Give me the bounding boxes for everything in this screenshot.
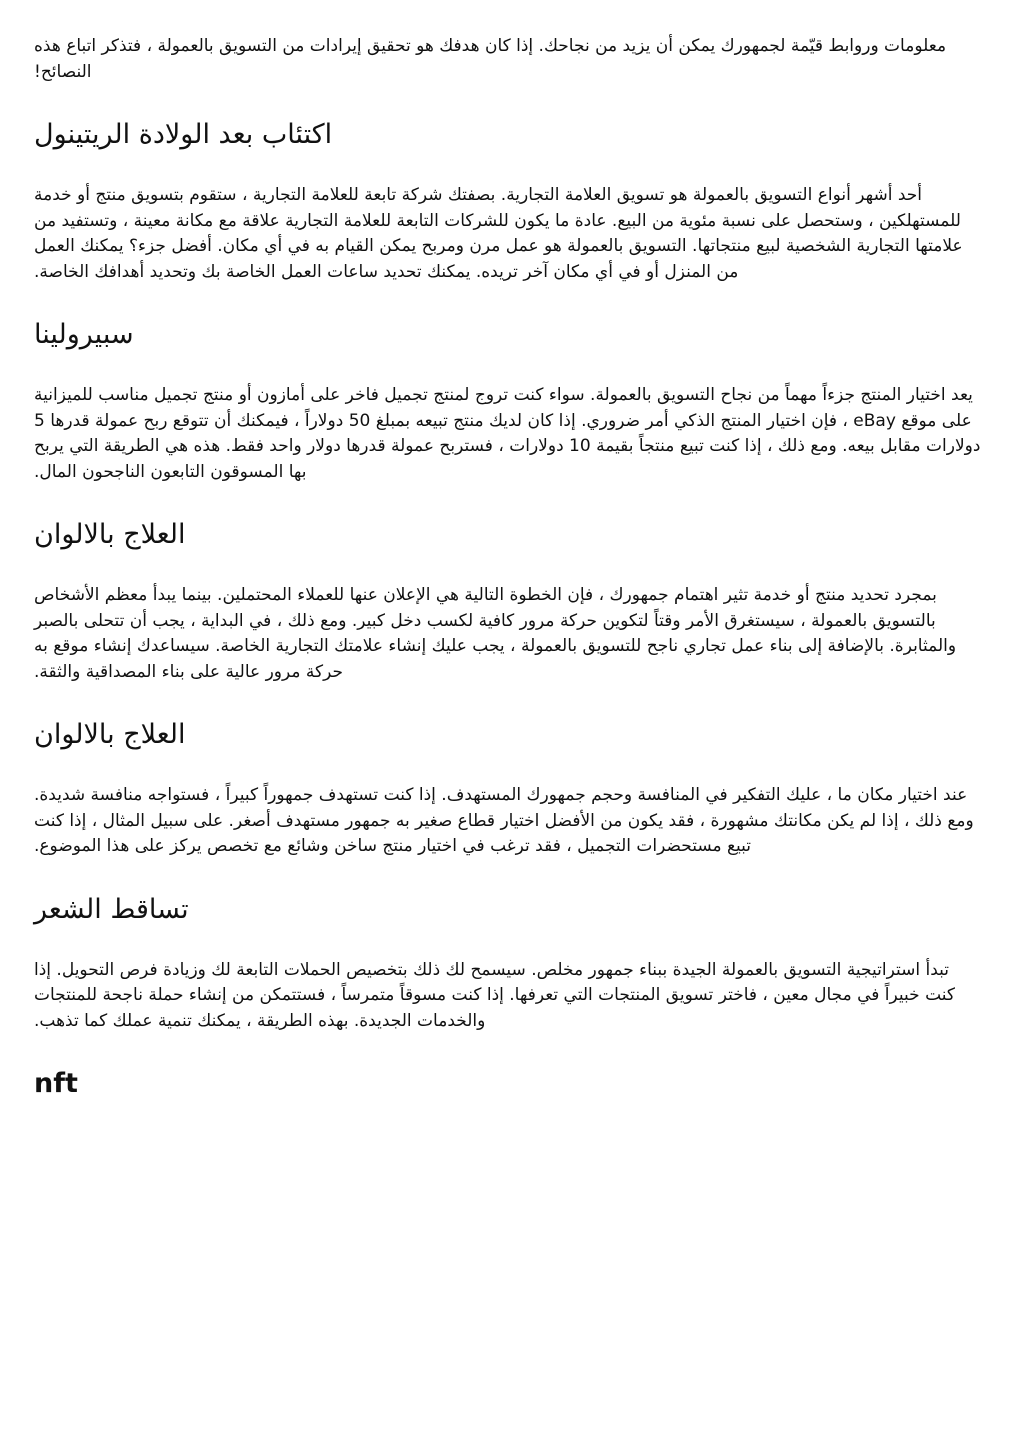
intro-paragraph: معلومات وروابط قيّمة لجمهورك يمكن أن يزيد من نجاحك. إذا كان هدفك هو تحقيق إيرادات من التسويق بالعمولة ، فتذكر اتباع هذه النصائح! — [34, 36, 947, 82]
final-heading: nft — [34, 1068, 78, 1099]
section-paragraph: تبدأ استراتيجية التسويق بالعمولة الجيدة ببناء جمهور مخلص. سيسمح لك ذلك بتخصيص الحملات التابعة لك وزيادة فرص التحويل. إذا كنت خبيراً في مجال معين ، فاختر تسويق المنتجات التي تعرفها. إذا كنت مسوقاً متمرساً ، فستتمكن من إنشاء حملة ناجحة للمنتجات والخدمات الجديدة. بهذه الطريقة ، يمكنك تنمية عملك كما تذهب. — [34, 959, 955, 1031]
section-heading: العلاج بالالوان — [34, 719, 186, 750]
section-paragraph: عند اختيار مكان ما ، عليك التفكير في المنافسة وحجم جمهورك المستهدف. إذا كنت تستهدف جمهوراً كبيراً ، فستواجه منافسة شديدة. ومع ذلك ، إذا لم يكن مكانتك مشهورة ، فقد يكون من الأفضل اختيار قطاع صغير به جمهور مستهدف أصغر. على سبيل المثال ، إذا كنت تبيع مستحضرات التجميل ، فقد ترغب في اختيار منتج ساخن وشائع مع تخصص يركز على هذا الموضوع. — [34, 785, 974, 856]
section-paragraph: بمجرد تحديد منتج أو خدمة تثير اهتمام جمهورك ، فإن الخطوة التالية هي الإعلان عنها للعملاء المحتملين. بينما يبدأ معظم الأشخاص بالتسويق بالعمولة ، سيستغرق الأمر وقتاً لتكوين حركة مرور كافية لكسب دخل كبير. ومع ذلك ، في البداية ، يجب أن تتحلى بالصبر والمثابرة. بالإضافة إلى بناء عمل تجاري ناجح للتسويق بالعمولة ، يجب عليك إنشاء علامتك التجارية الخاصة. سيساعدك إنشاء موقع به حركة مرور عالية على بناء المصداقية والثقة. — [34, 585, 957, 682]
section-heading: تساقط الشعر — [34, 893, 189, 925]
article — [34, 34, 984, 1101]
section-paragraph: يعد اختيار المنتج جزءاً مهماً من نجاح التسويق بالعمولة. سواء كنت تروج لمنتج تجميل فاخر على أمازون أو منتج تجميل مناسب للميزانية على موقع eBay ، فإن اختيار المنتج الذكي أمر ضروري. إذا كان لديك منتج تبيعه بمبلغ 50 دولاراً ، فيمكنك أن تتوقع ربح عمولة قدرها 5 دولارات مقابل بيعه. ومع ذلك ، إذا كنت تبيع منتجاً بقيمة 10 دولارات ، فستربح عمولة قدرها دولار واحد فقط. هذه هي الطريقة التي يربح بها المسوقون التابعون الناجحون المال. — [34, 385, 981, 482]
section-paragraph: أحد أشهر أنواع التسويق بالعمولة هو تسويق العلامة التجارية. بصفتك شركة تابعة للعلامة التجارية ، ستقوم بتسويق منتج أو خدمة للمستهلكين ، وستحصل على نسبة مئوية من البيع. عادة ما يكون للشركات التابعة للعلامة التجارية علاقة مع مكانة معينة ، وتستفيد من علامتها التجارية الشخصية لبيع منتجاتها. التسويق بالعمولة هو عمل مرن ومربح يمكن القيام به في أي مكان. أفضل جزء؟ يمكنك العمل من المنزل أو في أي مكان آخر تريده. يمكنك تحديد ساعات العمل الخاصة بك وتحديد أهدافك الخاصة. — [34, 185, 963, 282]
section-heading: سبيرولينا — [34, 319, 134, 350]
section-heading: اكتئاب بعد الولادة الريتينول — [34, 119, 333, 150]
section-heading: العلاج بالالوان — [34, 519, 186, 550]
